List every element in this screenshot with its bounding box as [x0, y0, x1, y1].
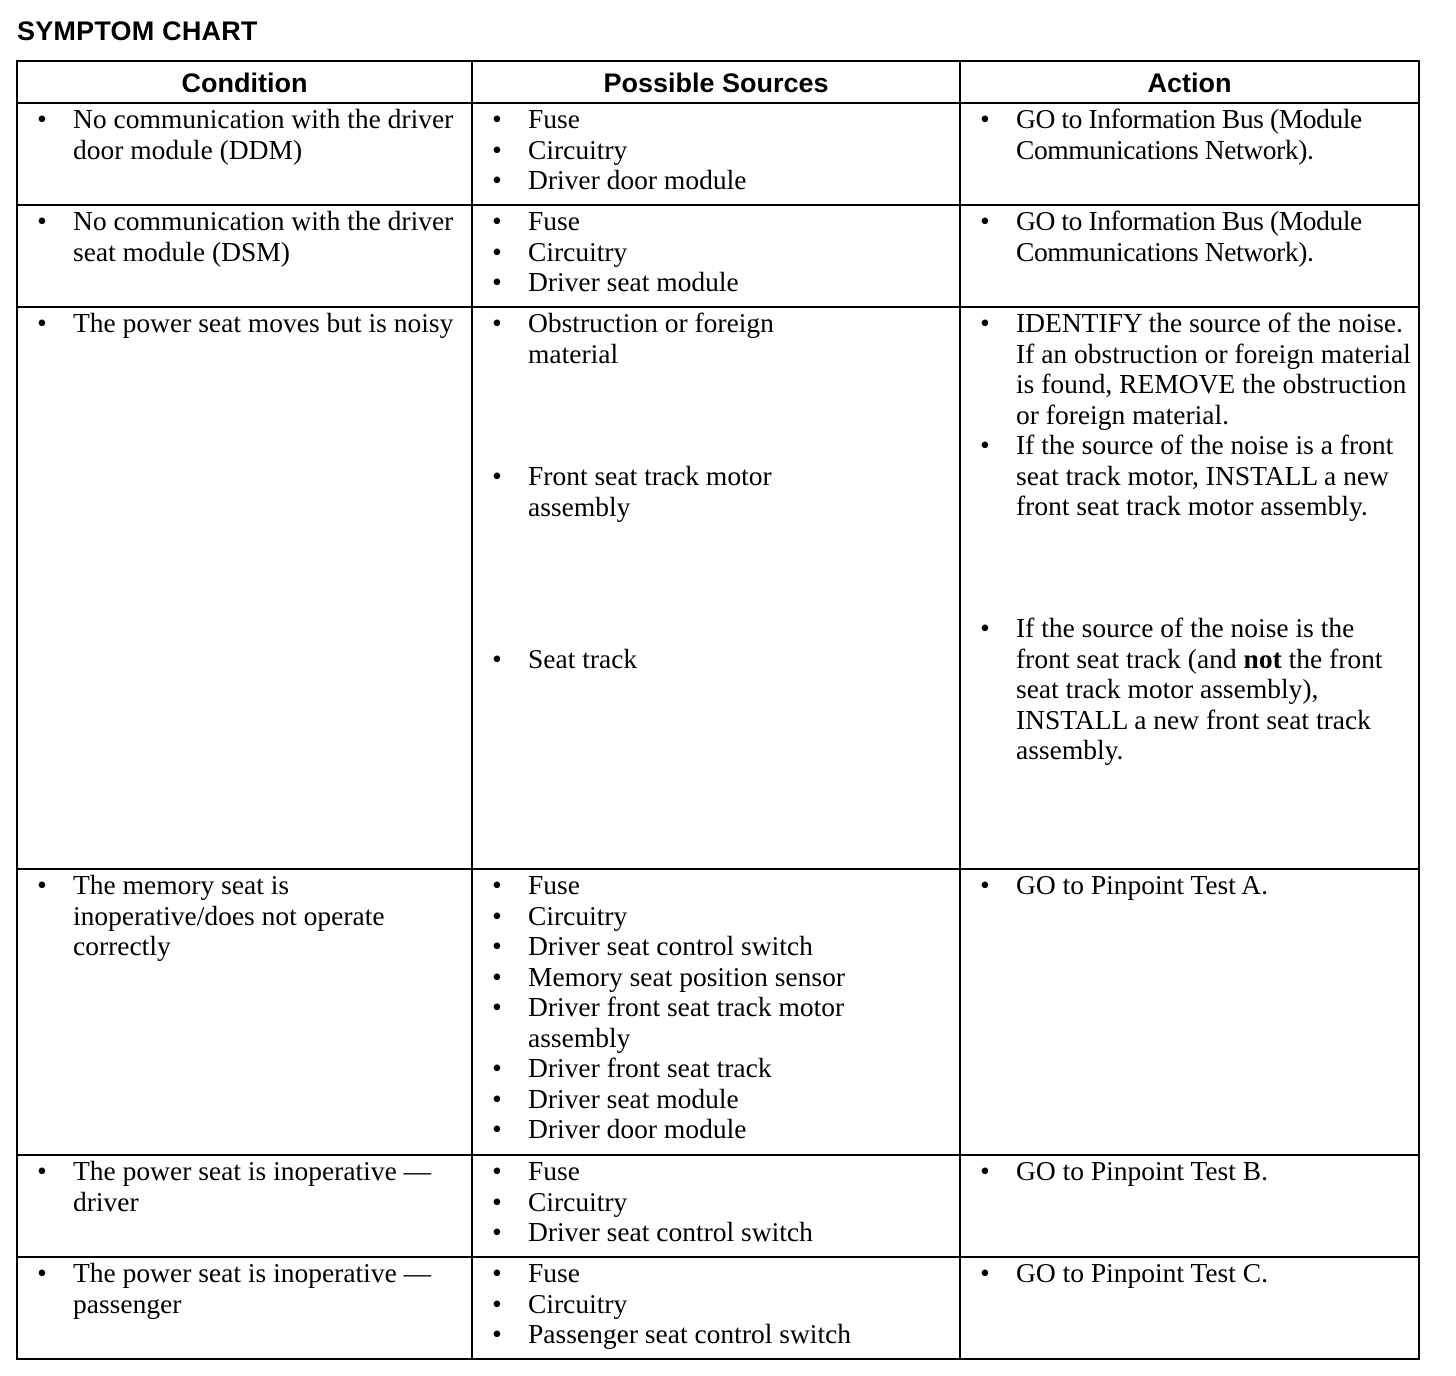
condition-text: The power seat is inoperative — driver [73, 1155, 432, 1217]
bullet-icon: • [492, 1082, 502, 1114]
table-row [17, 103, 1419, 205]
source-text: Circuitry [528, 899, 628, 931]
condition-cell [17, 307, 472, 869]
source-text: Circuitry [528, 133, 628, 165]
source-text: Fuse [528, 1257, 580, 1288]
bullet-icon: • [492, 960, 502, 992]
table-row [17, 307, 1419, 869]
list-item [473, 901, 959, 932]
source-text: Driver front seat track motor assembly [528, 991, 845, 1053]
condition-text: The memory seat is inoperative/does not operate correctly [73, 869, 385, 961]
bullet-icon: • [492, 1257, 502, 1288]
source-text: Circuitry [528, 1185, 628, 1217]
sources-cell [472, 103, 960, 205]
source-text: Obstruction or foreign material [528, 307, 774, 369]
bullet-icon: • [980, 612, 990, 643]
list-item [473, 1319, 959, 1350]
condition-cell [17, 205, 472, 307]
bullet-icon: • [37, 205, 47, 236]
list-item [473, 104, 959, 135]
table-row [17, 869, 1419, 1155]
condition-text: The power seat moves but is noisy [73, 307, 454, 338]
list-item [18, 308, 471, 339]
list-item [18, 206, 471, 267]
list-item [473, 267, 959, 298]
source-text: Driver front seat track [528, 1052, 772, 1083]
bullet-icon: • [37, 307, 47, 338]
bullet-icon: • [492, 930, 502, 961]
action-text: IDENTIFY the source of the noise. If an obstruction or foreign material is found, REMOVE the obstruction or foreign material. [1016, 307, 1411, 430]
sources-cell [472, 307, 960, 869]
action-text-emphasis: not [1243, 642, 1282, 674]
bullet-icon: • [492, 133, 502, 165]
sources-cell [472, 1155, 960, 1257]
bullet-icon: • [492, 991, 502, 1022]
bullet-icon: • [492, 1052, 502, 1083]
source-text: Driver seat control switch [528, 930, 813, 961]
bullet-icon: • [492, 164, 502, 195]
bullet-icon: • [980, 103, 990, 134]
list-item [18, 1258, 471, 1319]
list-item [473, 165, 959, 196]
source-text: Driver door module [528, 164, 747, 195]
bullet-icon: • [37, 869, 47, 900]
list-item [961, 206, 1418, 267]
action-cell [960, 1257, 1419, 1359]
header-row [17, 61, 1419, 103]
list-item [473, 931, 959, 962]
source-text: Driver seat module [528, 1082, 739, 1114]
list-item [961, 1156, 1418, 1187]
condition-text: No communication with the driver door module (DDM) [73, 103, 454, 165]
bullet-icon: • [37, 1257, 47, 1288]
bullet-icon: • [980, 205, 990, 236]
bullet-icon: • [980, 869, 990, 900]
action-text: GO to Pinpoint Test B. [1016, 1155, 1268, 1186]
source-text: Driver seat control switch [528, 1216, 813, 1247]
condition-cell [17, 869, 472, 1155]
bullet-icon: • [980, 307, 990, 338]
action-text-pre: If the source of the noise is the front seat track (and [1016, 612, 1355, 674]
action-text: If the source of the noise is a front seat track motor, INSTALL a new front seat track motor assembly. [1016, 429, 1394, 521]
bullet-icon: • [980, 1257, 990, 1288]
list-item [473, 1258, 959, 1289]
bullet-icon: • [492, 266, 502, 297]
list-item [473, 135, 959, 166]
bullet-icon: • [492, 460, 502, 491]
action-cell [960, 205, 1419, 307]
bullet-icon: • [492, 235, 502, 267]
bullet-icon: • [492, 103, 502, 134]
list-item [961, 1258, 1418, 1289]
action-text: GO to Pinpoint Test A. [1016, 869, 1268, 900]
list-item [473, 461, 959, 644]
sources-cell [472, 1257, 960, 1359]
source-text: Fuse [528, 103, 580, 134]
bullet-icon: • [980, 1155, 990, 1186]
source-text: Seat track [528, 643, 638, 674]
action-text-post: the front seat track motor assembly), INSTALL a new front seat track assembly. [1016, 642, 1383, 765]
action-cell [960, 1155, 1419, 1257]
action-text: GO to Pinpoint Test C. [1016, 1257, 1268, 1288]
bullet-icon: • [492, 643, 502, 674]
source-text: Memory seat position sensor [528, 960, 845, 992]
condition-cell [17, 1257, 472, 1359]
list-item [473, 1289, 959, 1320]
list-item [18, 104, 471, 165]
list-item [473, 1114, 959, 1145]
header-possible-sources: Possible Sources [472, 61, 960, 103]
table-row [17, 1155, 1419, 1257]
list-item [473, 1084, 959, 1115]
action-cell [960, 307, 1419, 869]
source-text: Driver door module [528, 1113, 747, 1144]
list-item [473, 308, 959, 461]
list-item [473, 237, 959, 268]
list-item [473, 1187, 959, 1218]
list-item [473, 206, 959, 237]
bullet-icon: • [492, 1185, 502, 1217]
header-condition: Condition [17, 61, 472, 103]
source-text: Fuse [528, 205, 580, 236]
condition-text: No communication with the driver seat module (DSM) [73, 205, 454, 267]
action-cell [960, 869, 1419, 1155]
symptom-table [16, 60, 1420, 1360]
bullet-icon: • [492, 1155, 502, 1186]
list-item [18, 1156, 471, 1217]
action-text: GO to Information Bus (Module Communications Network). [1016, 103, 1362, 165]
bullet-icon: • [492, 899, 502, 931]
action-cell [960, 103, 1419, 205]
source-text: Driver seat module [528, 266, 739, 297]
list-item [18, 870, 471, 962]
condition-cell [17, 103, 472, 205]
list-item [473, 1217, 959, 1248]
table-row [17, 1257, 1419, 1359]
source-text: Fuse [528, 1155, 580, 1186]
source-text: Passenger seat control switch [528, 1318, 852, 1349]
condition-text: The power seat is inoperative — passenger [73, 1257, 432, 1319]
list-item [473, 992, 959, 1053]
bullet-icon: • [980, 429, 990, 460]
list-item [473, 644, 959, 675]
header-action: Action [960, 61, 1419, 103]
bullet-icon: • [492, 1113, 502, 1144]
bullet-icon: • [492, 1216, 502, 1247]
list-item [961, 308, 1418, 430]
sources-cell [472, 869, 960, 1155]
condition-cell [17, 1155, 472, 1257]
source-text: Front seat track motor assembly [528, 460, 772, 522]
bullet-icon: • [492, 1318, 502, 1349]
bullet-icon: • [492, 1287, 502, 1319]
bullet-icon: • [492, 869, 502, 900]
list-item [473, 1053, 959, 1084]
source-text: Circuitry [528, 235, 628, 267]
list-item [961, 870, 1418, 901]
source-text: Fuse [528, 869, 580, 900]
bullet-icon: • [492, 307, 502, 338]
bullet-icon: • [492, 205, 502, 236]
list-item [473, 962, 959, 993]
page-title: SYMPTOM CHART [17, 16, 258, 46]
source-text: Circuitry [528, 1287, 628, 1319]
bullet-icon: • [37, 103, 47, 134]
action-text: GO to Information Bus (Module Communications Network). [1016, 205, 1362, 267]
list-item [961, 430, 1418, 613]
list-item [473, 870, 959, 901]
sources-cell [472, 205, 960, 307]
table-row [17, 205, 1419, 307]
list-item [961, 104, 1418, 165]
bullet-icon: • [37, 1155, 47, 1186]
list-item [473, 1156, 959, 1187]
list-item [961, 613, 1418, 766]
